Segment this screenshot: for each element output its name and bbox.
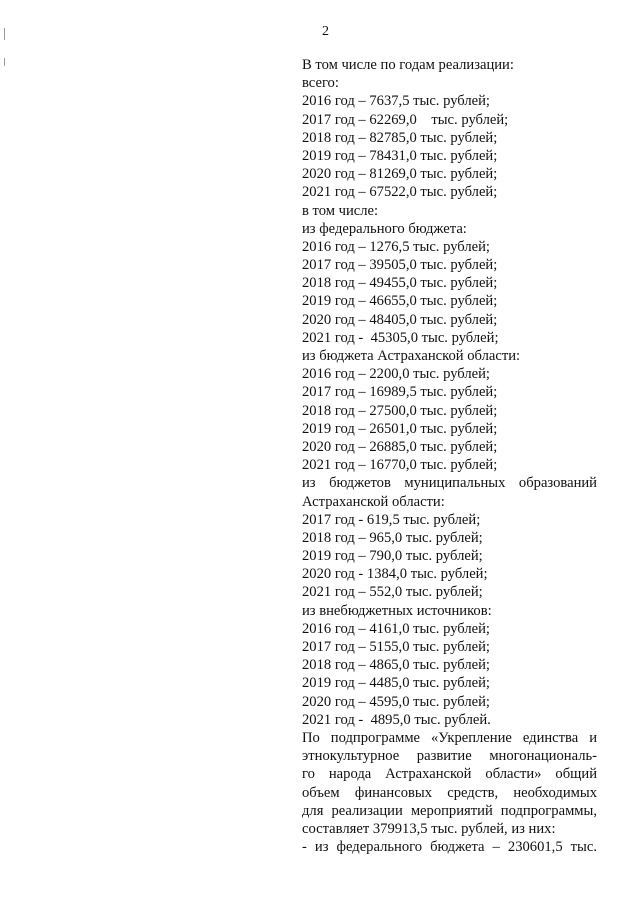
text-line: этнокультурное развитие многонациональ- (302, 748, 597, 765)
text-line: 2021 год – 552,0 тыс. рублей; (302, 584, 483, 601)
text-line: из федерального бюджета: (302, 220, 467, 237)
text-line: 2016 год – 2200,0 тыс. рублей; (302, 366, 490, 383)
text-line: 2016 год – 1276,5 тыс. рублей; (302, 238, 490, 255)
text-line: 2021 год - 4895,0 тыс. рублей. (302, 711, 491, 728)
text-line: 2018 год – 27500,0 тыс. рублей; (302, 402, 498, 419)
text-line: 2016 год – 7637,5 тыс. рублей; (302, 93, 490, 110)
text-line: По подпрограмме «Укрепление единства и (302, 729, 597, 746)
text-line: 2017 год - 619,5 тыс. рублей; (302, 511, 481, 528)
text-line: 2019 год – 46655,0 тыс. рублей; (302, 293, 498, 310)
text-line: 2019 год – 4485,0 тыс. рублей; (302, 675, 490, 692)
text-line: 2021 год – 67522,0 тыс. рублей; (302, 184, 498, 201)
text-line: 2020 год – 48405,0 тыс. рублей; (302, 311, 498, 328)
text-line: 2017 год – 39505,0 тыс. рублей; (302, 257, 498, 274)
text-line: 2018 год – 965,0 тыс. рублей; (302, 529, 483, 546)
text-line: 2018 год – 4865,0 тыс. рублей; (302, 657, 490, 674)
text-line: 2018 год – 82785,0 тыс. рублей; (302, 129, 498, 146)
text-line: из бюджета Астраханской области: (302, 348, 521, 364)
text-line: 2020 год - 1384,0 тыс. рублей; (302, 566, 488, 583)
text-line: всего: (302, 75, 339, 92)
page-number: 2 (322, 24, 329, 39)
text-line: 2019 год – 790,0 тыс. рублей; (302, 548, 483, 565)
text-line: для реализации мероприятий подпрограммы, (302, 802, 597, 819)
text-line: из бюджетов муниципальных образований (302, 475, 597, 492)
text-line: 2020 год – 26885,0 тыс. рублей; (302, 438, 498, 455)
text-line: 2017 год – 5155,0 тыс. рублей; (302, 639, 490, 655)
document-text (302, 56, 597, 856)
text-line: объем финансовых средств, необходимых (302, 784, 597, 801)
text-line: 2019 год – 78431,0 тыс. рублей; (302, 147, 498, 164)
text-line: 2016 год – 4161,0 тыс. рублей; (302, 620, 490, 637)
text-line: - из федерального бюджета – 230601,5 тыс. (302, 839, 597, 856)
scan-margin-mark (4, 28, 5, 40)
text-line: Астраханской области: (302, 493, 445, 510)
text-line: составляет 379913,5 тыс. рублей, из них: (302, 820, 556, 837)
text-line: в том числе: (302, 202, 379, 219)
text-line: 2019 год – 26501,0 тыс. рублей; (302, 420, 498, 437)
text-line: 2020 год – 4595,0 тыс. рублей; (302, 693, 490, 710)
text-line: 2017 год – 62269,0 тыс. рублей; (302, 111, 509, 128)
text-line: В том числе по годам реализации: (302, 57, 514, 73)
text-line: 2017 год – 16989,5 тыс. рублей; (302, 384, 498, 401)
text-line: го народа Астраханской области» общий (302, 766, 597, 783)
text-line: 2021 год - 45305,0 тыс. рублей; (302, 329, 499, 346)
text-line: 2018 год – 49455,0 тыс. рублей; (302, 275, 498, 292)
text-line: из внебюджетных источников: (302, 602, 492, 619)
text-line: 2020 год – 81269,0 тыс. рублей; (302, 166, 498, 183)
text-line: 2021 год – 16770,0 тыс. рублей; (302, 457, 498, 474)
scan-margin-mark (4, 58, 5, 66)
